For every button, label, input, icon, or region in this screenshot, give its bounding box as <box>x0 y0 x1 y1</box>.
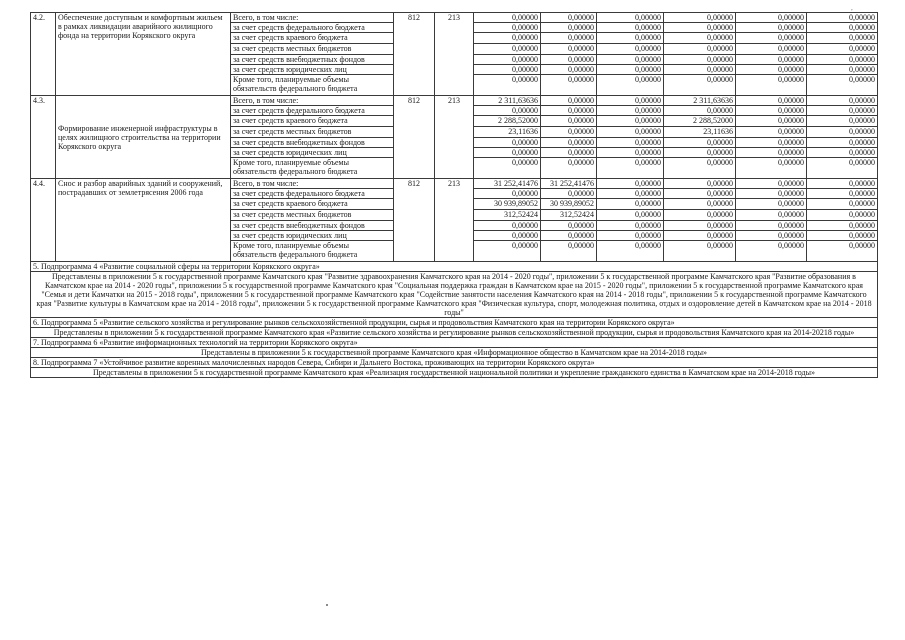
amount-cell: 0,00000 <box>597 96 664 106</box>
funding-source: Кроме того, планируемые объемы обязательств федерального бюджета <box>231 241 394 262</box>
amount-cell: 0,00000 <box>664 138 736 148</box>
amount-cell: 0,00000 <box>736 210 807 221</box>
funding-source: за счет средств юридических лиц <box>231 148 394 158</box>
amount-cell: 0,00000 <box>807 210 878 221</box>
amount-cell: 0,00000 <box>736 23 807 33</box>
amount-cell: 312,52424 <box>541 210 597 221</box>
subprogram-title: 8. Подпрограмма 7 «Устойчивое развитие коренных малочисленных народов Севера, Сибири и Дальнего Востока, проживающих на территории Корякского округа» <box>31 358 878 368</box>
funding-source: за счет средств федерального бюджета <box>231 106 394 116</box>
amount-cell: 0,00000 <box>474 23 541 33</box>
subprogram-description-row <box>31 368 878 378</box>
amount-cell: 0,00000 <box>664 75 736 96</box>
amount-cell: 0,00000 <box>597 231 664 241</box>
amount-cell: 0,00000 <box>736 96 807 106</box>
amount-cell: 0,00000 <box>807 127 878 138</box>
amount-cell: 0,00000 <box>597 55 664 65</box>
amount-cell: 0,00000 <box>597 179 664 189</box>
amount-cell: 0,00000 <box>541 158 597 179</box>
subprogram-description-row <box>31 348 878 358</box>
subprogram-title: 5. Подпрограмма 4 «Развитие социальной сферы на территории Корякского округа» <box>31 262 878 272</box>
rz-code: 213 <box>435 13 474 96</box>
document-page <box>30 12 877 378</box>
amount-cell: 0,00000 <box>474 158 541 179</box>
amount-cell: 0,00000 <box>807 221 878 231</box>
funding-source: за счет средств внебюджетных фондов <box>231 221 394 231</box>
subprogram-title-row <box>31 262 878 272</box>
amount-cell: 0,00000 <box>664 23 736 33</box>
item-code: 4.4. <box>31 179 56 262</box>
amount-cell: 0,00000 <box>597 75 664 96</box>
amount-cell: 0,00000 <box>597 13 664 23</box>
amount-cell: 0,00000 <box>664 189 736 199</box>
amount-cell: 0,00000 <box>807 13 878 23</box>
amount-cell: 0,00000 <box>736 75 807 96</box>
amount-cell: 0,00000 <box>807 96 878 106</box>
amount-cell: 0,00000 <box>474 231 541 241</box>
grbs-code: 812 <box>394 96 435 179</box>
funding-source: за счет средств краевого бюджета <box>231 199 394 210</box>
subprogram-description: Представлены в приложении 5 к государственной программе Камчатского края «Развитие сельского хозяйства и регулирование рынков сельскохозяйственной продукции, сырья и продовольствия Камчатского края на 2014-20218 годы» <box>31 328 878 338</box>
subprogram-title-row <box>31 358 878 368</box>
amount-cell: 0,00000 <box>736 199 807 210</box>
amount-cell: 31 252,41476 <box>474 179 541 189</box>
funding-source: за счет средств внебюджетных фондов <box>231 55 394 65</box>
amount-cell: 2 311,63636 <box>474 96 541 106</box>
subprogram-description-row <box>31 272 878 318</box>
amount-cell: 0,00000 <box>597 23 664 33</box>
table-row <box>31 13 878 23</box>
subprogram-description: Представлены в приложении 5 к государственной программе Камчатского края «Реализация государственной национальной политики и укрепление гражданского единства в Камчатском крае на 2014-2018 годы» <box>31 368 878 378</box>
funding-source: за счет средств юридических лиц <box>231 231 394 241</box>
grbs-code: 812 <box>394 179 435 262</box>
funding-source: Кроме того, планируемые объемы обязательств федерального бюджета <box>231 75 394 96</box>
amount-cell: 0,00000 <box>807 116 878 127</box>
item-name: Формирование инженерной инфраструктуры в целях жилищного строительства на территории Корякского округа <box>56 96 231 179</box>
amount-cell: 0,00000 <box>541 33 597 44</box>
amount-cell: 0,00000 <box>474 221 541 231</box>
amount-cell: 0,00000 <box>597 189 664 199</box>
funding-table <box>30 12 878 378</box>
amount-cell: 0,00000 <box>541 221 597 231</box>
amount-cell: 0,00000 <box>597 148 664 158</box>
amount-cell: 0,00000 <box>474 138 541 148</box>
rz-code: 213 <box>435 179 474 262</box>
amount-cell: 0,00000 <box>597 44 664 55</box>
amount-cell: 0,00000 <box>807 138 878 148</box>
rz-code: 213 <box>435 96 474 179</box>
amount-cell: 30 939,89052 <box>541 199 597 210</box>
amount-cell: 31 252,41476 <box>541 179 597 189</box>
subprogram-title-row <box>31 338 878 348</box>
amount-cell: 0,00000 <box>736 116 807 127</box>
item-code: 4.3. <box>31 96 56 179</box>
amount-cell: 0,00000 <box>736 231 807 241</box>
funding-source: Всего, в том числе: <box>231 179 394 189</box>
funding-source: за счет средств краевого бюджета <box>231 33 394 44</box>
amount-cell: 0,00000 <box>664 221 736 231</box>
amount-cell: 0,00000 <box>807 179 878 189</box>
amount-cell: 0,00000 <box>597 106 664 116</box>
amount-cell: 0,00000 <box>664 13 736 23</box>
amount-cell: 0,00000 <box>474 13 541 23</box>
funding-source: за счет средств местных бюджетов <box>231 44 394 55</box>
funding-source: Всего, в том числе: <box>231 96 394 106</box>
amount-cell: 0,00000 <box>541 23 597 33</box>
amount-cell: 0,00000 <box>474 106 541 116</box>
corner-mark: , <box>851 4 853 12</box>
amount-cell: 2 288,52000 <box>664 116 736 127</box>
amount-cell: 0,00000 <box>664 44 736 55</box>
amount-cell: 0,00000 <box>541 65 597 75</box>
amount-cell: 0,00000 <box>736 33 807 44</box>
amount-cell: 0,00000 <box>541 189 597 199</box>
item-name: Снос и разбор аварийных зданий и сооружений, пострадавших от землетрясения 2006 года <box>56 179 231 262</box>
amount-cell: 0,00000 <box>664 231 736 241</box>
amount-cell: 0,00000 <box>597 33 664 44</box>
amount-cell: 0,00000 <box>736 241 807 262</box>
amount-cell: 0,00000 <box>664 241 736 262</box>
subprogram-title: 7. Подпрограмма 6 «Развитие информационных технологий на территории Корякского округа» <box>31 338 878 348</box>
amount-cell: 0,00000 <box>541 55 597 65</box>
subprogram-description: Представлены в приложении 5 к государственной программе Камчатского края «Информационное общество в Камчатском крае на 2014-2018 годы» <box>31 348 878 358</box>
amount-cell: 2 288,52000 <box>474 116 541 127</box>
item-name: Обеспечение доступным и комфортным жильем в рамках ликвидации аварийного жилищного фонда на территории Корякского округа <box>56 13 231 96</box>
amount-cell: 0,00000 <box>807 65 878 75</box>
amount-cell: 0,00000 <box>664 55 736 65</box>
funding-source: за счет средств краевого бюджета <box>231 116 394 127</box>
amount-cell: 0,00000 <box>736 148 807 158</box>
amount-cell: 0,00000 <box>474 241 541 262</box>
amount-cell: 0,00000 <box>736 44 807 55</box>
amount-cell: 0,00000 <box>807 189 878 199</box>
funding-source: за счет средств местных бюджетов <box>231 210 394 221</box>
table-row <box>31 96 878 106</box>
amount-cell: 23,11636 <box>474 127 541 138</box>
amount-cell: 0,00000 <box>736 221 807 231</box>
amount-cell: 0,00000 <box>474 44 541 55</box>
amount-cell: 0,00000 <box>474 65 541 75</box>
amount-cell: 0,00000 <box>664 179 736 189</box>
amount-cell: 0,00000 <box>597 158 664 179</box>
amount-cell: 0,00000 <box>597 65 664 75</box>
amount-cell: 0,00000 <box>474 55 541 65</box>
amount-cell: 0,00000 <box>807 33 878 44</box>
amount-cell: 0,00000 <box>664 65 736 75</box>
amount-cell: 0,00000 <box>807 158 878 179</box>
amount-cell: 2 311,63636 <box>664 96 736 106</box>
amount-cell: 0,00000 <box>474 148 541 158</box>
amount-cell: 0,00000 <box>474 33 541 44</box>
amount-cell: 0,00000 <box>664 210 736 221</box>
amount-cell: 0,00000 <box>736 138 807 148</box>
grbs-code: 812 <box>394 13 435 96</box>
amount-cell: 0,00000 <box>807 44 878 55</box>
amount-cell: 0,00000 <box>736 179 807 189</box>
subprogram-description-row <box>31 328 878 338</box>
funding-source: за счет средств федерального бюджета <box>231 189 394 199</box>
amount-cell: 0,00000 <box>541 13 597 23</box>
amount-cell: 0,00000 <box>664 199 736 210</box>
item-code: 4.2. <box>31 13 56 96</box>
amount-cell: 0,00000 <box>807 199 878 210</box>
amount-cell: 0,00000 <box>736 13 807 23</box>
amount-cell: 0,00000 <box>541 231 597 241</box>
amount-cell: 0,00000 <box>664 106 736 116</box>
amount-cell: 0,00000 <box>597 221 664 231</box>
amount-cell: 0,00000 <box>664 158 736 179</box>
amount-cell: 0,00000 <box>736 55 807 65</box>
subprogram-title-row <box>31 318 878 328</box>
amount-cell: 0,00000 <box>736 65 807 75</box>
amount-cell: 0,00000 <box>807 55 878 65</box>
amount-cell: 0,00000 <box>807 23 878 33</box>
amount-cell: 0,00000 <box>807 75 878 96</box>
amount-cell: 0,00000 <box>541 116 597 127</box>
funding-source: за счет средств местных бюджетов <box>231 127 394 138</box>
subprogram-description: Представлены в приложении 5 к государственной программе Камчатского края "Развитие здравоохранения Камчатского края на 2014 - 2020 годы", приложении 5 к государственной программе Камчатского края "Развитие образования в Камчатском крае на 2014 - 2020 годы", приложении 5 к государственной программе Камчатского края "Социальная поддержка граждан в Камчатском крае на 2015 - 2020 годы", приложении 5 к государственной программе Камчатского края "Семья и дети Камчатки на 2015 - 2018 годы", приложении 5 к государственной программе Камчатского края "Содействие занятости населения Камчатского края на 2014 - 2018 годы", приложении 5 к государственной программе Камчатского края "Развитие культуры в Камчатском крае на 2014 - 2018 годы", приложении 5 к государственной программе Камчатского края "Физическая культура, спорт, молодежная политика, отдых и оздоровление детей в Камчатском крае на 2014 - 2018 годы" <box>31 272 878 318</box>
amount-cell: 0,00000 <box>807 106 878 116</box>
amount-cell: 0,00000 <box>807 241 878 262</box>
amount-cell: 0,00000 <box>664 33 736 44</box>
amount-cell: 0,00000 <box>541 127 597 138</box>
funding-source: Кроме того, планируемые объемы обязательств федерального бюджета <box>231 158 394 179</box>
table-row <box>31 179 878 189</box>
amount-cell: 312,52424 <box>474 210 541 221</box>
funding-source: за счет средств внебюджетных фондов <box>231 138 394 148</box>
amount-cell: 0,00000 <box>597 199 664 210</box>
amount-cell: 0,00000 <box>474 75 541 96</box>
amount-cell: 0,00000 <box>807 148 878 158</box>
amount-cell: 30 939,89052 <box>474 199 541 210</box>
amount-cell: 0,00000 <box>736 127 807 138</box>
amount-cell: 0,00000 <box>597 127 664 138</box>
amount-cell: 0,00000 <box>736 158 807 179</box>
amount-cell: 0,00000 <box>597 241 664 262</box>
amount-cell: 0,00000 <box>597 210 664 221</box>
amount-cell: 0,00000 <box>597 116 664 127</box>
amount-cell: 0,00000 <box>541 106 597 116</box>
amount-cell: 0,00000 <box>597 138 664 148</box>
amount-cell: 0,00000 <box>541 138 597 148</box>
page-speck <box>326 604 328 606</box>
amount-cell: 0,00000 <box>807 231 878 241</box>
amount-cell: 0,00000 <box>541 75 597 96</box>
subprogram-title: 6. Подпрограмма 5 «Развитие сельского хозяйства и регулирование рынков сельскохозяйственной продукции, сырья и продовольствия Камчатского края на территории Корякского округа» <box>31 318 878 328</box>
amount-cell: 0,00000 <box>664 148 736 158</box>
amount-cell: 23,11636 <box>664 127 736 138</box>
amount-cell: 0,00000 <box>474 189 541 199</box>
amount-cell: 0,00000 <box>736 106 807 116</box>
amount-cell: 0,00000 <box>541 44 597 55</box>
amount-cell: 0,00000 <box>541 148 597 158</box>
amount-cell: 0,00000 <box>541 96 597 106</box>
funding-source: Всего, в том числе: <box>231 13 394 23</box>
amount-cell: 0,00000 <box>541 241 597 262</box>
funding-source: за счет средств юридических лиц <box>231 65 394 75</box>
amount-cell: 0,00000 <box>736 189 807 199</box>
funding-source: за счет средств федерального бюджета <box>231 23 394 33</box>
